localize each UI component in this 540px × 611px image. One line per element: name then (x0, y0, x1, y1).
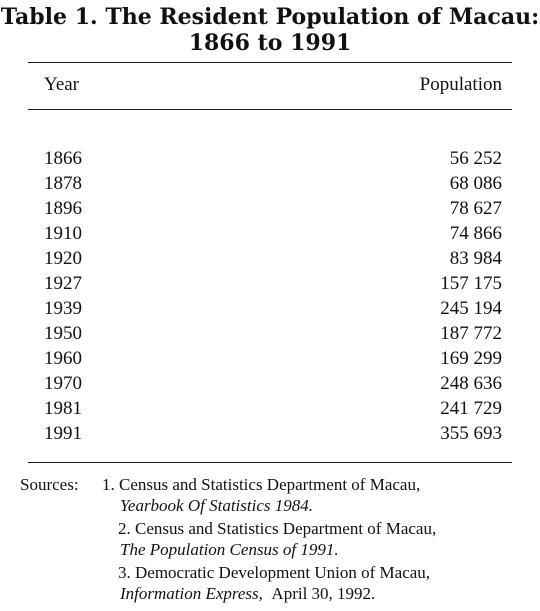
population-cell: 241 729 (440, 398, 502, 419)
year-cell: 1878 (44, 173, 82, 194)
source-publication (118, 583, 430, 604)
source-organization: 2. Census and Statistics Department of Macau, (118, 519, 437, 538)
source-publication-title: The Population Census of 1991. (120, 540, 339, 559)
source-publication-title: Yearbook Of Statistics 1984. (120, 496, 313, 515)
source-organization: 3. Democratic Development Union of Macau, (118, 563, 431, 582)
population-cell: 169 299 (440, 348, 502, 369)
table-title-line-1: Table 1. The Resident Population of Macau: (0, 4, 540, 30)
table-title-line-2: 1866 to 1991 (188, 30, 352, 56)
header-rule (28, 109, 512, 110)
population-cell: 187 772 (440, 323, 502, 344)
table-row (0, 323, 540, 348)
year-cell: 1950 (44, 323, 82, 344)
population-cell: 83 984 (449, 248, 502, 269)
year-cell: 1910 (44, 223, 82, 244)
top-rule (28, 62, 512, 63)
table-row (0, 148, 540, 173)
table-row (0, 423, 540, 448)
population-cell: 56 252 (449, 148, 502, 169)
population-cell: 248 636 (440, 373, 502, 394)
table-row (0, 273, 540, 298)
year-cell: 1939 (44, 298, 82, 319)
year-cell: 1896 (44, 198, 82, 219)
table-row (0, 248, 540, 273)
population-column-header: Population (419, 74, 502, 95)
population-cell: 68 086 (449, 173, 502, 194)
year-cell: 1920 (44, 248, 82, 269)
source-publication (118, 539, 436, 560)
table-row (0, 173, 540, 198)
year-cell: 1960 (44, 348, 82, 369)
year-cell: 1991 (44, 423, 82, 444)
population-cell: 355 693 (440, 423, 502, 444)
population-cell: 245 194 (440, 298, 502, 319)
year-cell: 1981 (44, 398, 82, 419)
population-cell: 74 866 (449, 223, 502, 244)
bottom-rule (28, 462, 512, 463)
source-publication-title: Information Express, (120, 584, 263, 603)
year-cell: 1927 (44, 273, 82, 294)
table-row (0, 198, 540, 223)
table-row (0, 348, 540, 373)
source-date: April 30, 1992. (271, 584, 376, 603)
source-item (118, 562, 430, 604)
year-cell: 1970 (44, 373, 82, 394)
year-cell: 1866 (44, 148, 82, 169)
year-column-header: Year (44, 74, 80, 95)
table-title (0, 4, 540, 56)
population-cell: 78 627 (449, 198, 502, 219)
table-row (0, 298, 540, 323)
table-body (0, 148, 540, 448)
source-item (118, 518, 436, 560)
sources-label: Sources: (20, 475, 79, 494)
table-row (0, 223, 540, 248)
source-publication (102, 495, 420, 516)
table-row (0, 373, 540, 398)
population-cell: 157 175 (440, 273, 502, 294)
source-item (102, 474, 420, 516)
table-row (0, 398, 540, 423)
source-organization: 1. Census and Statistics Department of Macau, (102, 475, 421, 494)
